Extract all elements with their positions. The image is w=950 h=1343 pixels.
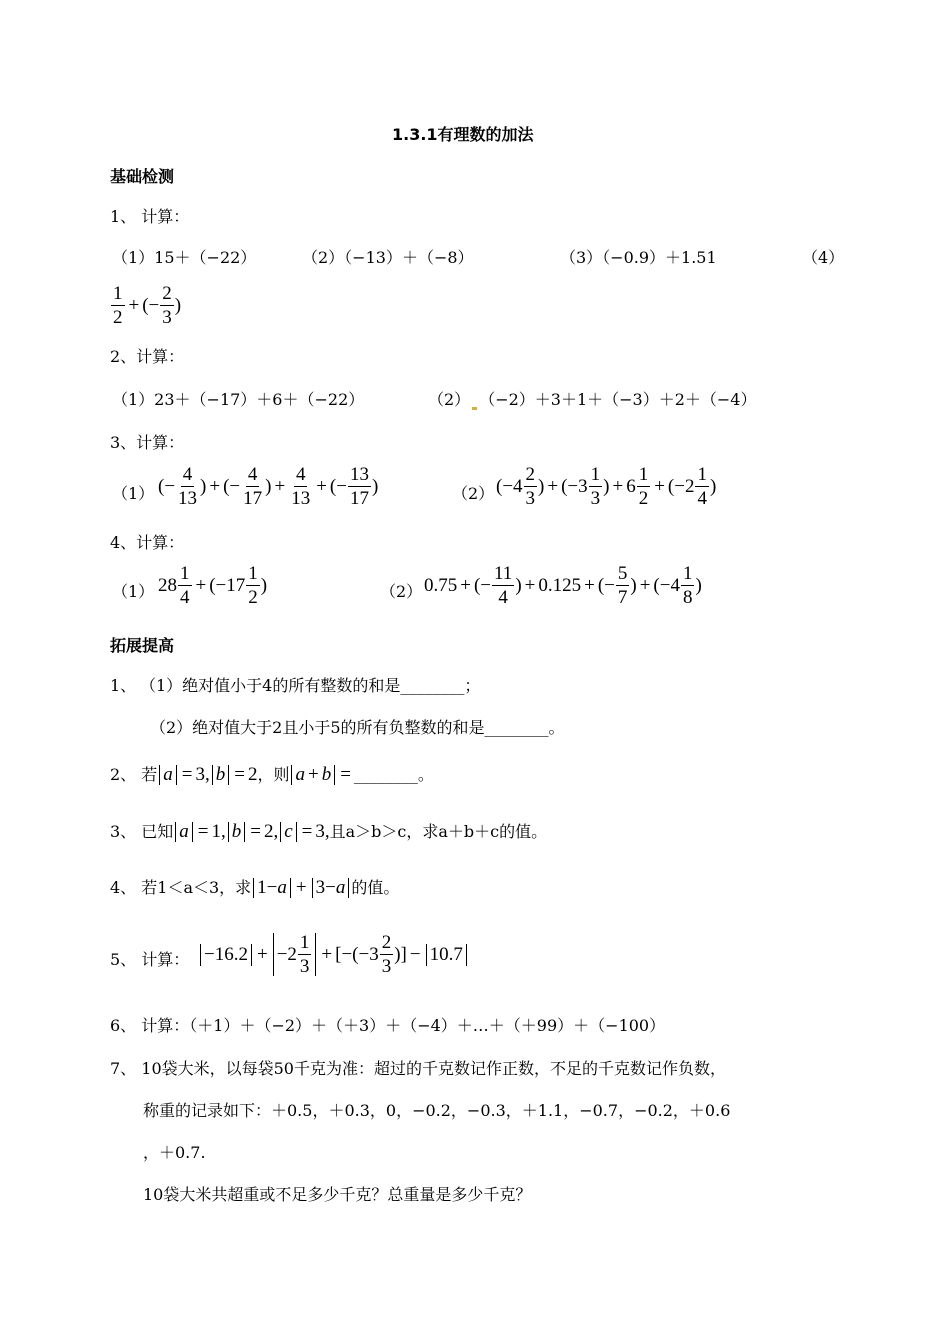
adv-question-5-label: 5、 计算：	[110, 950, 190, 969]
adv-question-6: 6、 计算：（＋1）＋（−2）＋（＋3）＋（−4）＋…＋（＋99）＋（−100）	[110, 1016, 666, 1035]
question-1-label: 1、 计算：	[110, 207, 190, 226]
q3-part-1: （1）	[112, 484, 155, 503]
q3-part-2-expression: (−4 $\frac{2}{3}$ ) + (−3 $\frac{1}{3}$ ) + 6 $\frac{1}{2}$ + (−2 $\frac{1}{4}$ )	[496, 464, 717, 509]
section-heading-advanced: 拓展提高	[110, 636, 175, 655]
adv-q2-expr-1: a = 3, b = 2	[157, 765, 257, 785]
page-title: 1.3.1有理数的加法	[392, 125, 534, 144]
marker-dot	[472, 407, 477, 410]
adv-question-7-line-2: 称重的记录如下：＋0.5，＋0.3，0，−0.2，−0.3，＋1.1，−0.7，−0.2，＋0.6	[143, 1101, 731, 1120]
q3-part-2: （2）	[452, 484, 495, 503]
adv-question-4: 4、 若1＜a＜3，求 1−a + 3−a 的值。	[110, 877, 400, 898]
q1-part-2: （2）（−13）＋（−8）	[302, 248, 474, 267]
q2-part-2: （2） （−2）＋3＋1＋（−3）＋2＋（−4）	[428, 390, 757, 409]
adv-question-2: 2、 若 a = 3, b = 2 ，则 a + b = ________。	[110, 764, 434, 785]
question-4-label: 4、计算：	[110, 533, 185, 552]
question-3-label: 3、计算：	[110, 433, 185, 452]
q3-part-1-expression: (− $\frac{4}{13}$ ) + (− $\frac{4}{17}$ ) + $\frac{4}{13}$ + (− $\frac{13}{17}$ )	[158, 464, 379, 509]
adv-question-7-line-3: ，＋0.7.	[143, 1143, 206, 1162]
q1-part-4: （4）	[802, 248, 845, 267]
adv-question-1-label: 1、	[110, 676, 137, 695]
q1-part-4-expression: $\frac{1}{2}$ + (− $\frac{2}{3}$ )	[113, 283, 182, 328]
adv-q4-expr: 1−a + 3−a	[251, 878, 351, 898]
section-heading-basic: 基础检测	[110, 167, 175, 186]
adv-question-3: 3、 已知 a = 1, b = 2, c = 3, 且a＞b＞c，求a＋b＋c的值。	[110, 821, 548, 842]
q4-part-1-expression: 28 $\frac{1}{4}$ + (−17 $\frac{1}{2}$ )	[158, 563, 268, 608]
adv-q1-part-1: （1）绝对值小于4的所有整数的和是________；	[140, 676, 481, 695]
q4-part-2: （2）	[380, 582, 423, 601]
adv-q2-expr-2: a + b =	[289, 765, 353, 785]
adv-question-7-line-1: 7、 10袋大米，以每袋50千克为准：超过的千克数记作正数，不足的千克数记作负数，	[110, 1059, 726, 1078]
q2-part-1: （1）23＋（−17）＋6＋（−22）	[112, 390, 365, 409]
q4-part-1: （1）	[112, 582, 155, 601]
adv-question-7-line-4: 10袋大米共超重或不足多少千克？总重量是多少千克？	[143, 1185, 532, 1204]
adv-q3-expr: a = 1, b = 2, c = 3,	[173, 822, 329, 842]
adv-q5-expr: −16.2 + −2 $\frac{1}{3}$ + [−(−3 $\frac{2}{3}$ )] − 10.7	[198, 933, 469, 976]
adv-q1-part-2: （2）绝对值大于2且小于5的所有负整数的和是________。	[150, 718, 565, 737]
q1-part-1: （1）15＋（−22）	[112, 248, 257, 267]
q1-part-3: （3）（−0.9）＋1.51	[560, 248, 717, 267]
question-2-label: 2、计算：	[110, 347, 185, 366]
q4-part-2-expression: 0.75 + (− $\frac{11}{4}$ ) + 0.125 + (− $\frac{5}{7}$ ) + (−4 $\frac{1}{8}$ )	[424, 563, 702, 608]
